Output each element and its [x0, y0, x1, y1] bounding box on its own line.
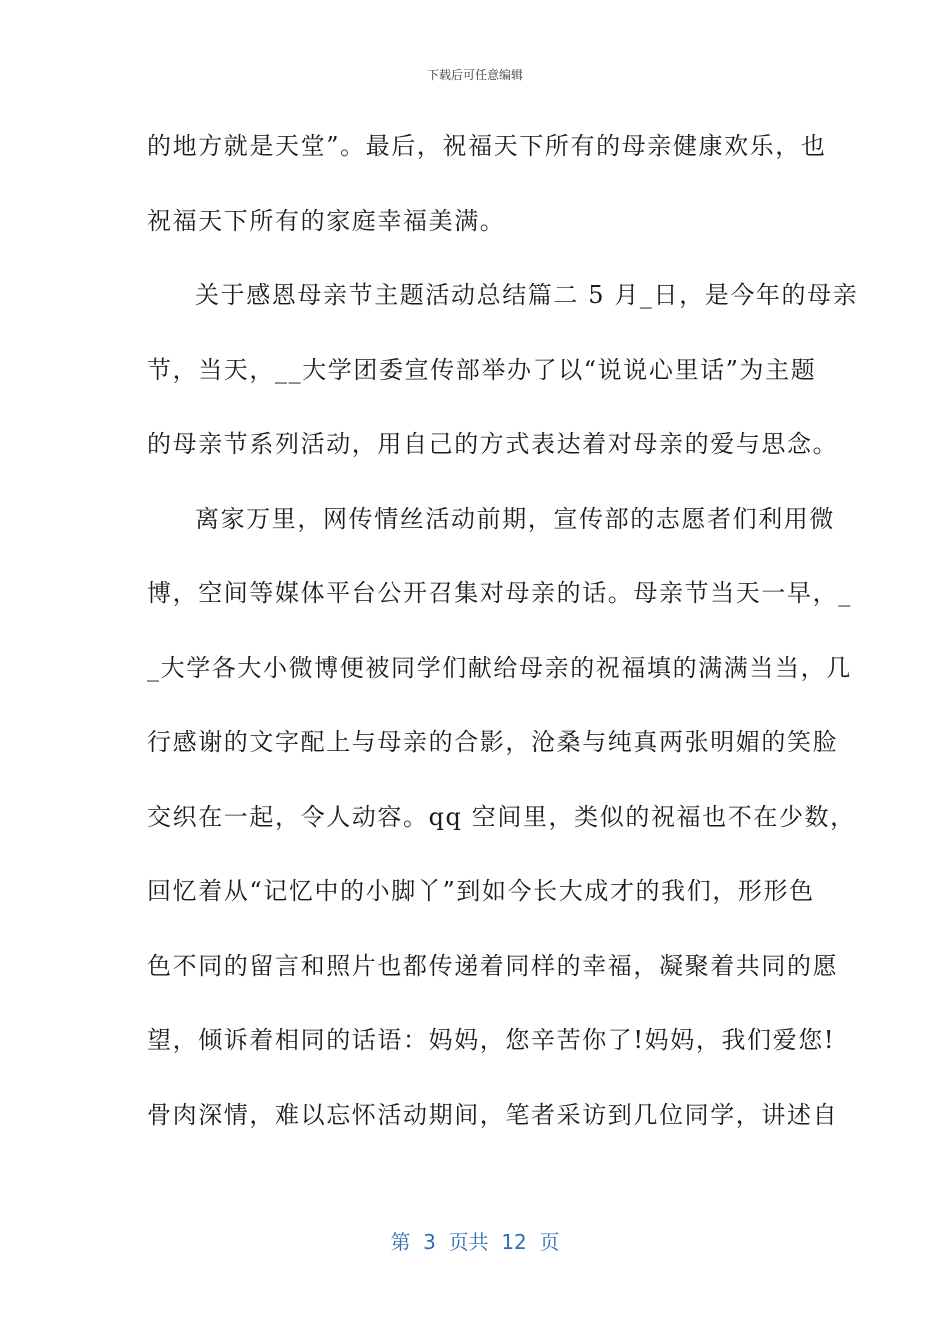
text-line: 节，当天，__大学团委宣传部举办了以“说说心里话”为主题	[147, 355, 817, 384]
text-line: 的地方就是天堂”。最后，祝福天下所有的母亲健康欢乐，也	[147, 132, 827, 160]
text-line: 行感谢的文字配上与母亲的合影，沧桑与纯真两张明媚的笑脸	[147, 728, 839, 756]
text-line: 望，倾诉着相同的话语：妈妈，您辛苦你了!妈妈，我们爱您!	[147, 1026, 836, 1054]
text-line: 的母亲节系列活动，用自己的方式表达着对母亲的爱与思念。	[147, 430, 839, 458]
text-line: 博，空间等媒体平台公开召集对母亲的话。母亲节当天一早，_	[147, 579, 852, 607]
page-header: 下载后可任意编辑	[426, 68, 523, 82]
text-line: 骨肉深情，难以忘怀活动期间，笔者采访到几位同学，讲述自	[147, 1100, 839, 1129]
text-line: 交织在一起，令人动容。qq 空间里，类似的祝福也不在少数，	[147, 802, 856, 831]
text-line: 离家万里，网传情丝活动前期，宣传部的志愿者们利用微	[195, 504, 835, 533]
text-line: 关于感恩母亲节主题活动总结篇二 5 月_日，是今年的母亲	[195, 281, 859, 309]
text-line: 回忆着从“记忆中的小脚丫”到如今长大成才的我们，形形色	[147, 877, 815, 905]
text-line: 色不同的留言和照片也都传递着同样的幸福，凝聚着共同的愿	[147, 951, 839, 980]
page-number-footer: 第 3 页共 12 页	[390, 1230, 560, 1254]
document-body	[147, 126, 859, 1169]
text-line: 祝福天下所有的家庭幸福美满。	[147, 206, 506, 235]
text-line: _大学各大小微博便被同学们献给母亲的祝福填的满满当当，几	[147, 653, 852, 682]
